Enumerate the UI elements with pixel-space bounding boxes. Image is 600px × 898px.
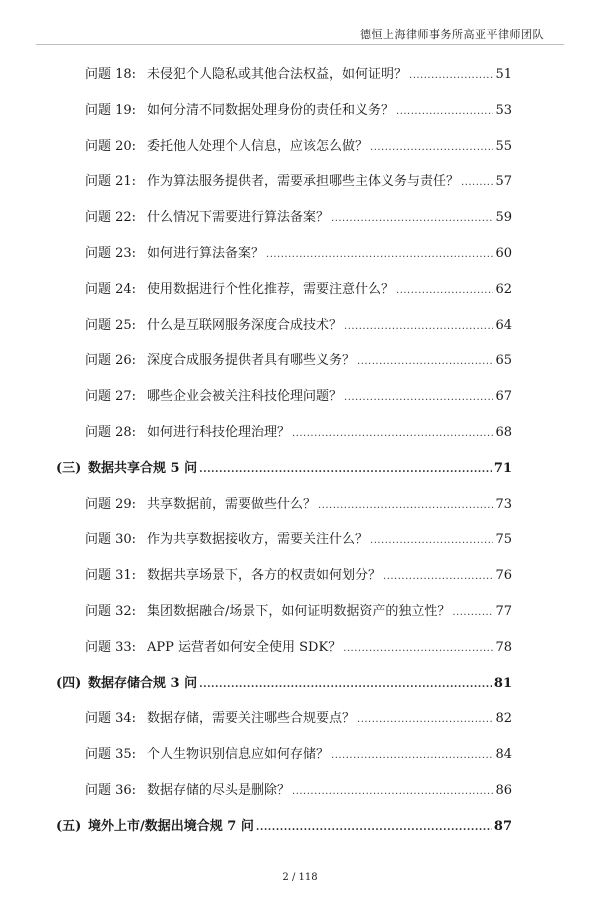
toc-item-row[interactable] bbox=[85, 709, 512, 729]
toc-item-row[interactable] bbox=[85, 172, 512, 192]
dot-leader bbox=[331, 209, 493, 229]
toc-item-row[interactable] bbox=[85, 495, 512, 515]
toc-entry-number: 问题 35: bbox=[85, 747, 137, 762]
header-rule bbox=[36, 44, 564, 45]
dot-leader bbox=[396, 281, 493, 301]
toc-item-row[interactable] bbox=[85, 65, 512, 85]
toc-entry-number: 问题 19: bbox=[85, 103, 137, 118]
toc-item-row[interactable] bbox=[85, 566, 512, 586]
toc-item-row[interactable] bbox=[85, 530, 512, 550]
toc-entry-title: 使用数据进行个性化推荐，需要注意什么？ bbox=[147, 282, 395, 297]
toc-section-row[interactable] bbox=[56, 459, 512, 479]
toc-entry-page: 53 bbox=[495, 103, 512, 118]
toc-entry-number: 问题 30: bbox=[85, 532, 137, 547]
toc-entry-page: 57 bbox=[495, 174, 512, 189]
toc-entry-page: 81 bbox=[493, 676, 512, 691]
dot-leader bbox=[256, 818, 492, 838]
toc-entry-title: 个人生物识别信息应如何存储？ bbox=[147, 747, 330, 762]
toc-item-row[interactable] bbox=[85, 638, 512, 658]
toc-entry-page: 68 bbox=[495, 425, 512, 440]
dot-leader bbox=[383, 567, 493, 587]
toc-entry-title: 哪些企业会被关注科技伦理问题？ bbox=[147, 389, 343, 404]
dot-leader bbox=[199, 460, 492, 480]
toc-entry-number: 问题 31: bbox=[85, 568, 137, 583]
toc-entry-number: 问题 21: bbox=[85, 174, 137, 189]
dot-leader bbox=[199, 675, 492, 695]
toc-section-row[interactable] bbox=[56, 817, 512, 837]
toc-entry-title: 作为共享数据接收方，需要关注什么？ bbox=[147, 532, 369, 547]
dot-leader bbox=[344, 317, 493, 337]
toc-item-row[interactable] bbox=[85, 351, 512, 371]
toc-entry-title: APP 运营者如何安全使用 SDK？ bbox=[147, 640, 342, 655]
toc-entry-title: 如何分清不同数据处理身份的责任和义务？ bbox=[147, 103, 395, 118]
dot-leader bbox=[292, 424, 493, 444]
toc-entry-number: 问题 29: bbox=[85, 497, 137, 512]
toc-entry-page: 55 bbox=[495, 139, 512, 154]
toc-entry-page: 84 bbox=[495, 747, 512, 762]
toc-entry-number: 问题 32: bbox=[85, 604, 137, 619]
toc-item-row[interactable] bbox=[85, 316, 512, 336]
dot-leader bbox=[396, 102, 493, 122]
toc-entry-page: 67 bbox=[495, 389, 512, 404]
toc-entry-number: (五) bbox=[56, 819, 82, 834]
toc-entry-title: 未侵犯个人隐私或其他合法权益，如何证明？ bbox=[147, 67, 408, 82]
toc-entry-number: 问题 28: bbox=[85, 425, 137, 440]
toc-entry-page: 73 bbox=[495, 497, 512, 512]
toc-entry-page: 59 bbox=[495, 210, 512, 225]
toc-item-row[interactable] bbox=[85, 602, 512, 622]
toc-entry-title: 数据共享合规 5 问 bbox=[88, 461, 198, 476]
toc-entry-page: 62 bbox=[495, 282, 512, 297]
toc-entry-title: 数据存储的尽头是删除？ bbox=[147, 783, 291, 798]
toc-entry-title: 集团数据融合/场景下，如何证明数据资产的独立性？ bbox=[147, 604, 451, 619]
toc-entry-number: 问题 27: bbox=[85, 389, 137, 404]
dot-leader bbox=[318, 496, 493, 516]
dot-leader bbox=[370, 138, 493, 158]
toc-item-row[interactable] bbox=[85, 745, 512, 765]
page-number: 2 / 118 bbox=[282, 872, 318, 883]
running-header: 德恒上海律师事务所高亚平律师团队 bbox=[360, 28, 544, 41]
toc-entry-number: 问题 26: bbox=[85, 353, 137, 368]
toc-entry-title: 作为算法服务提供者，需要承担哪些主体义务与责任？ bbox=[147, 174, 460, 189]
toc-entry-number: 问题 23: bbox=[85, 246, 137, 261]
dot-leader bbox=[343, 639, 493, 659]
dot-leader bbox=[452, 603, 493, 623]
toc-entry-title: 数据存储，需要关注哪些合规要点？ bbox=[147, 711, 356, 726]
toc-entry-title: 如何进行科技伦理治理？ bbox=[147, 425, 291, 440]
toc-item-row[interactable] bbox=[85, 387, 512, 407]
toc-entry-number: (四) bbox=[56, 676, 82, 691]
toc-item-row[interactable] bbox=[85, 101, 512, 121]
toc-entry-number: 问题 36: bbox=[85, 783, 137, 798]
toc-entry-number: 问题 18: bbox=[85, 67, 137, 82]
dot-leader bbox=[331, 746, 493, 766]
toc-entry-page: 75 bbox=[495, 532, 512, 547]
dot-leader bbox=[292, 782, 493, 802]
toc-entry-page: 77 bbox=[495, 604, 512, 619]
toc-entry-title: 数据存储合规 3 问 bbox=[88, 676, 198, 691]
toc-entry-page: 76 bbox=[495, 568, 512, 583]
toc-entry-page: 64 bbox=[495, 318, 512, 333]
toc-item-row[interactable] bbox=[85, 781, 512, 801]
toc-entry-number: 问题 24: bbox=[85, 282, 137, 297]
toc-entry-title: 数据共享场景下，各方的权责如何划分？ bbox=[147, 568, 382, 583]
toc-entry-number: 问题 22: bbox=[85, 210, 137, 225]
toc-entry-page: 51 bbox=[495, 67, 512, 82]
toc-entry-title: 什么情况下需要进行算法备案？ bbox=[147, 210, 330, 225]
toc-entry-page: 60 bbox=[495, 246, 512, 261]
toc-item-row[interactable] bbox=[85, 244, 512, 264]
toc-item-row[interactable] bbox=[85, 280, 512, 300]
toc-entry-number: 问题 34: bbox=[85, 711, 137, 726]
dot-leader bbox=[370, 531, 493, 551]
toc-entry-number: 问题 20: bbox=[85, 139, 137, 154]
dot-leader bbox=[266, 245, 493, 265]
dot-leader bbox=[461, 173, 493, 193]
toc-entry-page: 82 bbox=[495, 711, 512, 726]
dot-leader bbox=[344, 388, 493, 408]
toc-entry-page: 71 bbox=[493, 461, 512, 476]
toc-entry-title: 什么是互联网服务深度合成技术？ bbox=[147, 318, 343, 333]
toc-section-row[interactable] bbox=[56, 674, 512, 694]
toc-entry-title: 委托他人处理个人信息，应该怎么做？ bbox=[147, 139, 369, 154]
toc-item-row[interactable] bbox=[85, 208, 512, 228]
toc-entry-title: 共享数据前，需要做些什么？ bbox=[147, 497, 317, 512]
toc-entry-number: 问题 25: bbox=[85, 318, 137, 333]
toc-entry-title: 深度合成服务提供者具有哪些义务？ bbox=[147, 353, 356, 368]
toc-entry-number: (三) bbox=[56, 461, 82, 476]
toc-entry-page: 87 bbox=[493, 819, 512, 834]
dot-leader bbox=[357, 352, 493, 372]
dot-leader bbox=[357, 710, 493, 730]
toc-entry-title: 境外上市/数据出境合规 7 问 bbox=[88, 819, 254, 834]
dot-leader bbox=[409, 66, 493, 86]
toc-entry-number: 问题 33: bbox=[85, 640, 137, 655]
toc-item-row[interactable] bbox=[85, 137, 512, 157]
toc-item-row[interactable] bbox=[85, 423, 512, 443]
toc-entry-page: 78 bbox=[495, 640, 512, 655]
toc-entry-title: 如何进行算法备案？ bbox=[147, 246, 265, 261]
toc-entry-page: 65 bbox=[495, 353, 512, 368]
toc-entry-page: 86 bbox=[495, 783, 512, 798]
